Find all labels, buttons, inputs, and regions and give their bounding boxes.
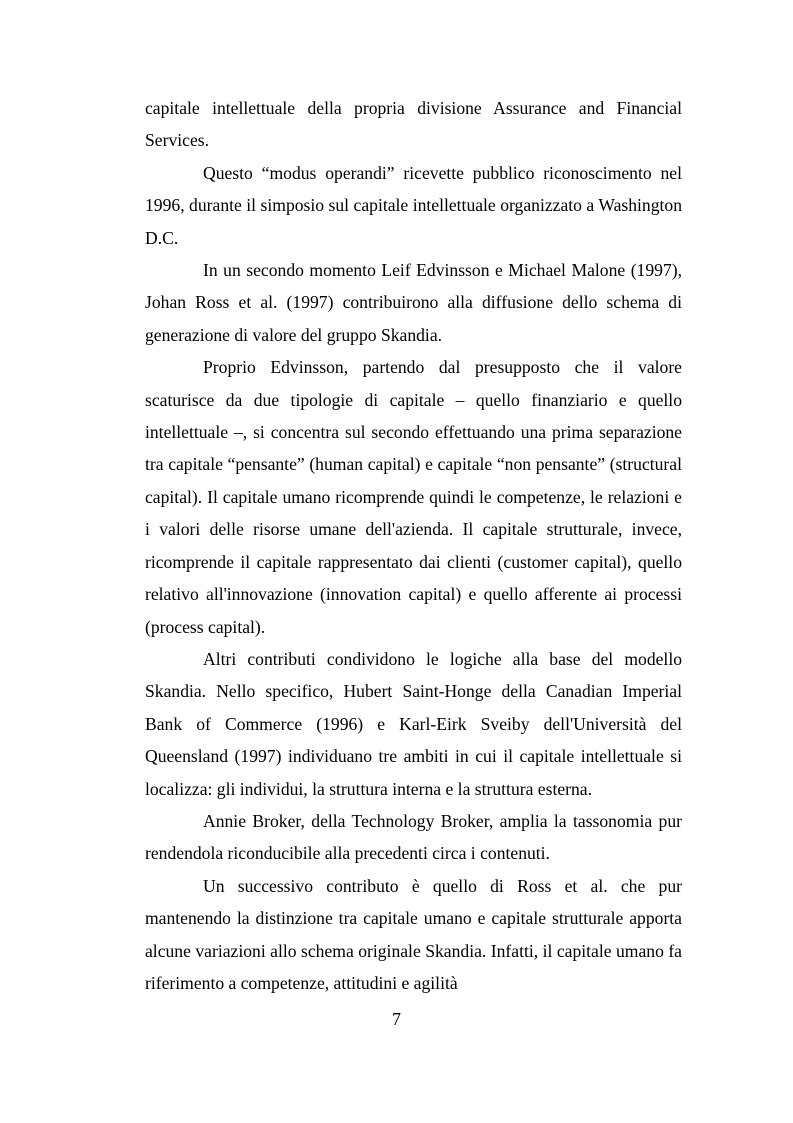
paragraph-other-contributions: Altri contributi condividono le logiche alla base del modello Skandia. Nello specifico, Hubert Saint-Honge della Canadian Imperial Bank of Commerce (1996) e Karl-Eirk Sveiby dell'Università del Queensland (1997) individuano tre ambiti in cui il capitale intellettuale si localizza: gli individui, la struttura interna e la struttura esterna.	[145, 648, 682, 799]
page-number: 7	[392, 1009, 401, 1029]
body-text	[145, 92, 682, 999]
paragraph-modus-operandi: Questo “modus operandi” ricevette pubblico riconoscimento nel 1996, durante il simposio sul capitale intellettuale organizzato a Washington D.C.	[145, 162, 682, 248]
paragraph-edvinsson-malone: In un secondo momento Leif Edvinsson e Michael Malone (1997), Johan Ross et al. (1997) contribuirono alla diffusione dello schema di generazione di valore del gruppo Skandia.	[145, 260, 682, 345]
paragraph-continuation: capitale intellettuale della propria divisione Assurance and Financial Services.	[145, 98, 682, 151]
paragraph-edvinsson-capital: Proprio Edvinsson, partendo dal presupposto che il valore scaturisce da due tipologie di capitale – quello finanziario e quello intellettuale –, si concentra sul secondo effettuando una prima separazione tra capitale “pensante” (human capital) e capitale “non pensante” (structural capital). Il capitale umano ricomprende quindi le competenze, le relazioni e i valori delle risorse umane dell'azienda. Il capitale strutturale, invece, ricomprende il capitale rappresentato dai clienti (customer capital), quello relativo all'innovazione (innovation capital) e quello afferente ai processi (process capital).	[145, 357, 682, 637]
paragraph-ross-contribution: Un successivo contributo è quello di Ross et al. che pur mantenendo la distinzione tra capitale umano e capitale strutturale apporta alcune variazioni allo schema originale Skandia. Infatti, il capitale umano fa riferimento a competenze, attitudini e agilità	[145, 875, 682, 993]
paragraph-annie-broker: Annie Broker, della Technology Broker, amplia la tassonomia pur rendendola riconducibile alla precedenti circa i contenuti.	[145, 810, 682, 864]
